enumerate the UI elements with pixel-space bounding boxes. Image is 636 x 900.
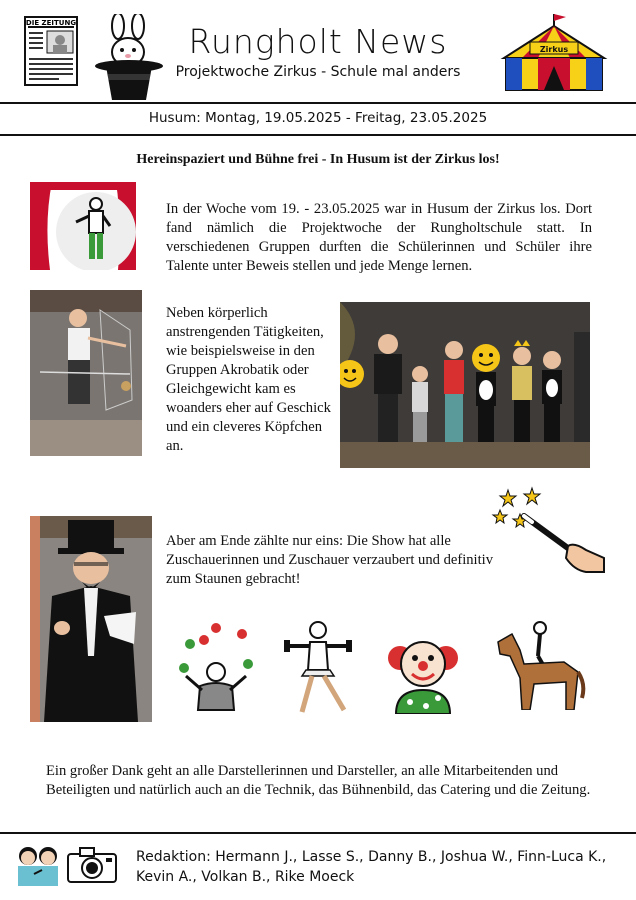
circus-tent-icon: [500, 12, 608, 92]
header-rule-bottom: [0, 134, 636, 136]
clown-pictogram: [386, 634, 460, 714]
stage-performer-pictogram: [30, 182, 136, 270]
balance-act-photo: [30, 290, 142, 456]
header-rule-top: [0, 102, 636, 104]
newspaper-label: DIE ZEITUNG: [25, 19, 77, 27]
article-headline: Hereinspaziert und Bühne frei - In Husum ist der Zirkus los!: [136, 152, 500, 167]
magician-photo: [30, 516, 152, 722]
intro-paragraph: In der Woche vom 19. - 23.05.2025 war in Husum der Zirkus los. Dort fand nämlich die Projektwoche der Rungholtschule statt. In verschiedenen Gruppen durften die Schülerinnen und Schüler ihre Talente unter Beweis stellen und jede Menge lernen.: [166, 201, 592, 274]
juggler-pictogram: [176, 620, 256, 712]
footer-rule: [0, 832, 636, 834]
acrobat-pictogram: [280, 618, 358, 714]
show-paragraph: Aber am Ende zählte nur eins: Die Show hat alle Zuschauerinnen und Zuschauer verzaubert und definitiv zum Staunen gebracht!: [166, 533, 494, 587]
editorial-credits: Redaktion: Hermann J., Lasse S., Danny B., Joshua W., Finn-Luca K., Kevin A., Volkan B., Rike Moeck: [136, 849, 607, 885]
camera-icon: [66, 846, 118, 884]
magic-wand-icon: [490, 486, 610, 586]
reporters-icon: [14, 844, 62, 886]
activities-paragraph: Neben körperlich anstrengenden Tätigkeiten, wie beispielsweise in den Gruppen Akrobatik oder Gleichgewicht kam es woanders eher auf Geschick und ein cleveres Köpfchen an.: [166, 305, 331, 454]
stage-kids-photo: [340, 302, 590, 468]
tent-label: Zirkus: [539, 45, 569, 54]
newspaper-title: Rungholt News: [188, 22, 448, 61]
horse-rider-pictogram: [494, 620, 586, 710]
newspaper-subtitle: Projektwoche Zirkus - Schule mal anders: [175, 64, 461, 80]
thanks-paragraph: Ein großer Dank geht an alle Darstellerinnen und Darsteller, an alle Mitarbeitenden und Beteiligten und natürlich auch an die Technik, das Bühnenbild, das Catering und die Zeitung.: [46, 763, 591, 798]
date-line: Husum: Montag, 19.05.2025 - Freitag, 23.05.2025: [148, 110, 488, 126]
